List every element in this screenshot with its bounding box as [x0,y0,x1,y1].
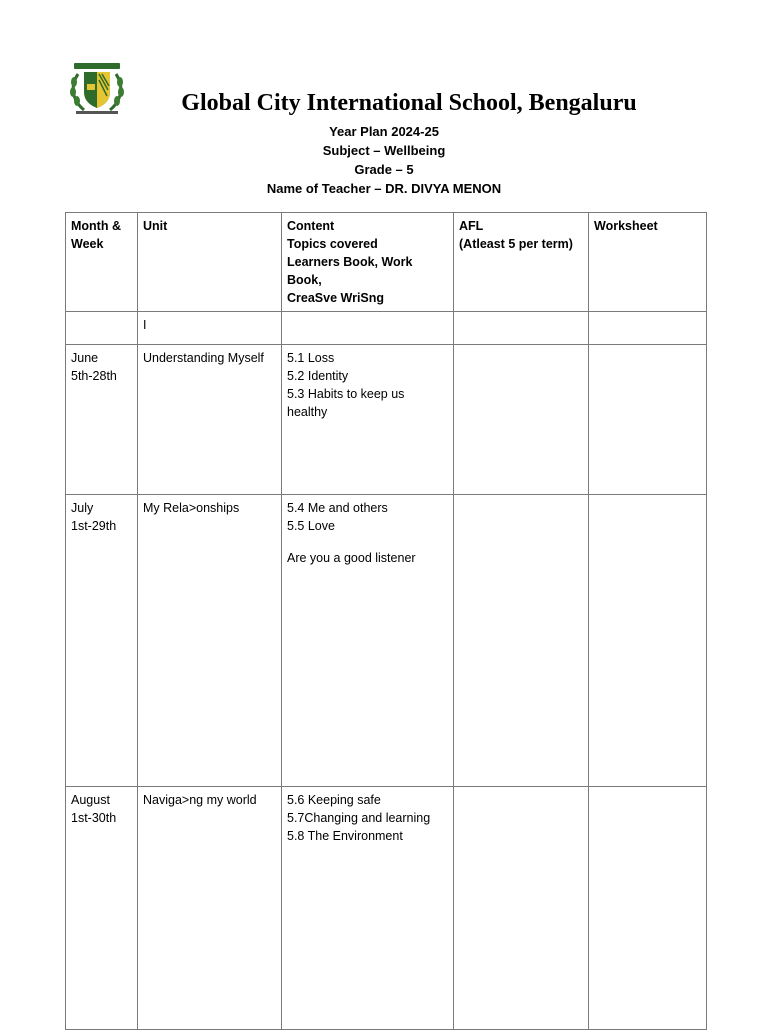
header-unit: Unit [138,213,282,312]
cell-afl [454,495,589,787]
cell-content: 5.6 Keeping safe 5.7Changing and learning 5.8 The Environment [282,787,454,1030]
cell-afl [454,312,589,345]
grade: Grade – 5 [354,162,414,177]
cell-worksheet [589,312,707,345]
year-plan: Year Plan 2024-25 [329,124,439,139]
cell-worksheet [589,787,707,1030]
school-name: Global City International School, Bengaluru [181,90,637,116]
cell-worksheet [589,495,707,787]
header-content: Content Topics covered Learners Book, Work Book, CreaSve WriSng [282,213,454,312]
table-header-row [66,213,707,312]
table-row [66,495,707,787]
subject: Subject – Wellbeing [322,143,446,158]
cell-month: August 1st-30th [66,787,138,1030]
cell-content: 5.4 Me and others 5.5 Love Are you a good listener [282,495,454,787]
table-row [66,787,707,1030]
cell-unit: I [138,312,282,345]
header-afl: AFL (Atleast 5 per term) [454,213,589,312]
cell-content: 5.1 Loss 5.2 Identity 5.3 Habits to keep us healthy [282,345,454,495]
cell-worksheet [589,345,707,495]
cell-afl [454,787,589,1030]
table-row [66,312,707,345]
cell-month [66,312,138,345]
cell-month: July 1st-29th [66,495,138,787]
cell-month: June 5th-28th [66,345,138,495]
header-worksheet: Worksheet [589,213,707,312]
cell-unit: My Rela>onships [138,495,282,787]
cell-unit: Understanding Myself [138,345,282,495]
cell-content [282,312,454,345]
header-month-week: Month & Week [66,213,138,312]
cell-afl [454,345,589,495]
year-plan-table [65,212,707,1030]
table-row [66,345,707,495]
cell-unit: Naviga>ng my world [138,787,282,1030]
teacher-name: Name of Teacher – DR. DIVYA MENON [266,181,502,196]
